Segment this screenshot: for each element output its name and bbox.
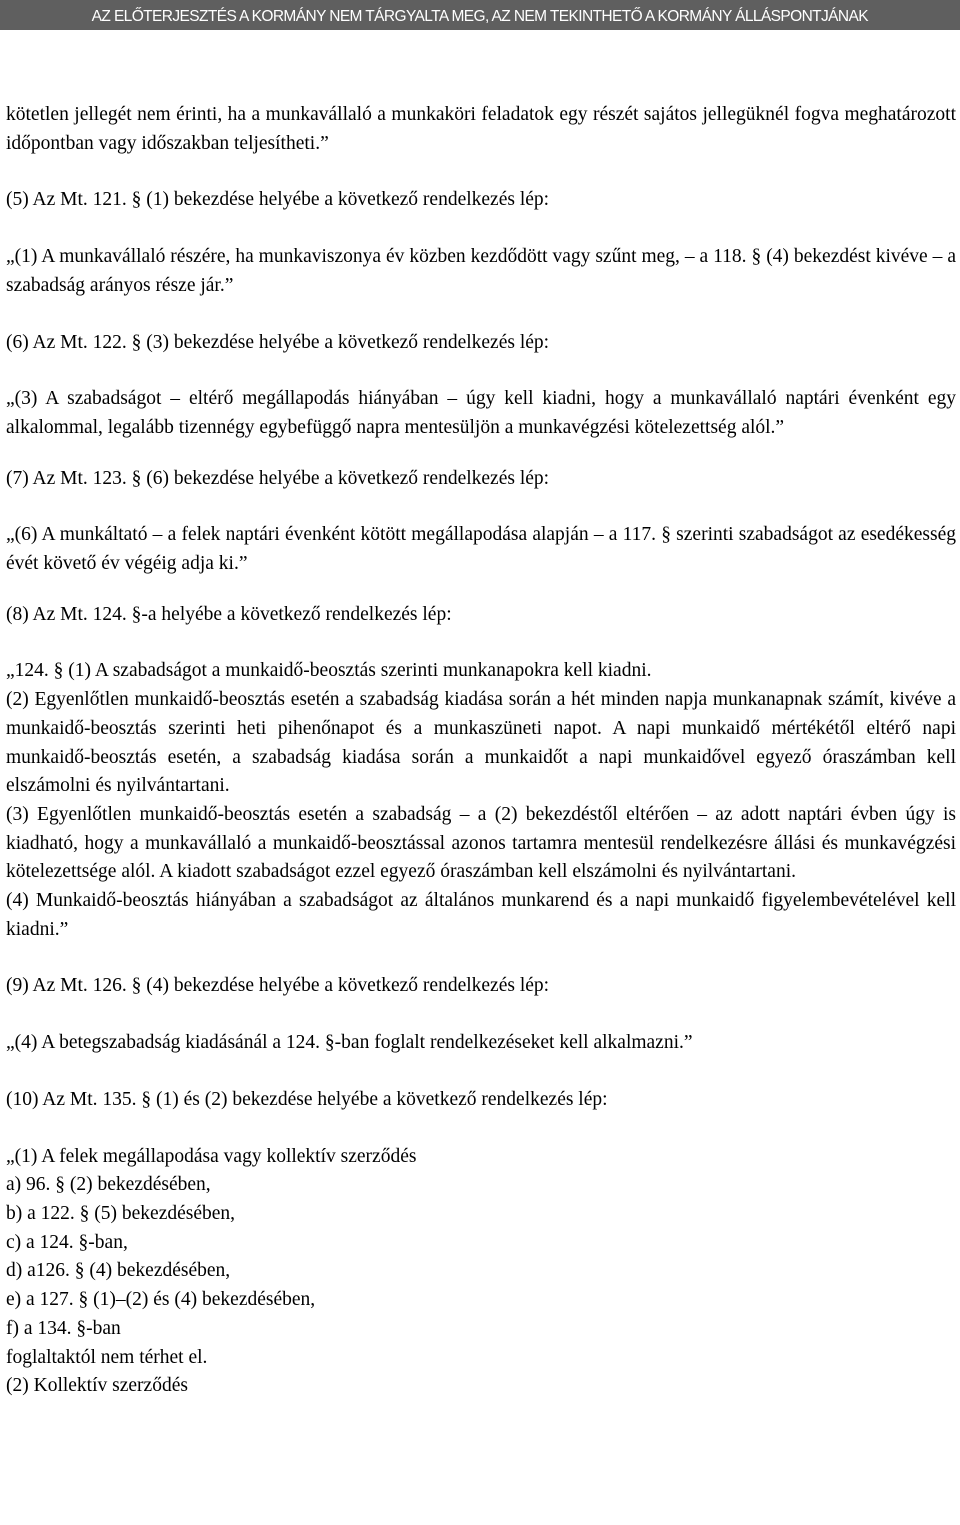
quoted-provision: (4) Munkaidő-beosztás hiányában a szabadságot az általános munkarend és a napi munkaidő figyelembevételével kell kiadni.” (6, 890, 956, 940)
quoted-provision: „(3) A szabadságot – eltérő megállapodás hiányában – úgy kell kiadni, hogy a munkavállaló naptári évenként egy alkalommal, legalább tizennégy egybefüggő napra mentesüljön a munkavégzési kötelezettség alól.” (6, 388, 956, 438)
quoted-provision: (2) Egyenlőtlen munkaidő-beosztás esetén a szabadság kiadása során a hét minden napja munkanapnak számít, kivéve a munkaidő-beosztás szerinti heti pihenőnapot és a munkaszüneti napot. A napi munkaidő mértékétől eltérő napi munkaidő-beosztás esetén, a szabadság kiadása során a munkaidőt a napi munkaidővel egyező óraszámban kell elszámolni és nyilvántartani. (6, 689, 956, 797)
list-item: b) a 122. § (5) bekezdésében, (6, 1202, 236, 1224)
amendment-heading: (9) Az Mt. 126. § (4) bekezdése helyébe a következő rendelkezés lép: (6, 975, 550, 997)
amendment-heading: (7) Az Mt. 123. § (6) bekezdése helyébe a következő rendelkezés lép: (6, 467, 550, 489)
list-item: a) 96. § (2) bekezdésében, (6, 1174, 211, 1196)
list-item: e) a 127. § (1)–(2) és (4) bekezdésében, (6, 1289, 316, 1311)
header-title: AZ ELŐTERJESZTÉS A KORMÁNY NEM TÁRGYALTA MEG, AZ NEM TEKINTHETŐ A KORMÁNY ÁLLÁSPONTJÁNAK (91, 8, 868, 25)
amendment-heading: (5) Az Mt. 121. § (1) bekezdése helyébe a következő rendelkezés lép: (6, 189, 550, 211)
amendment-heading: (8) Az Mt. 124. §-a helyébe a következő rendelkezés lép: (6, 603, 452, 625)
paragraph: (2) Kollektív szerződés (6, 1375, 188, 1397)
amendment-heading: (6) Az Mt. 122. § (3) bekezdése helyébe a következő rendelkezés lép: (6, 331, 550, 353)
quoted-provision: (3) Egyenlőtlen munkaidő-beosztás esetén a szabadság – a (2) bekezdéstől eltérően – az adott naptári évben úgy is kiadható, hogy a munkavállaló a munkaidő-beosztással azonos tartamra mentesül rendelkezésre állási és munkavégzési kötelezettsége alól. A kiadott szabadságot ezzel egyező óraszámban kell elszámolni és nyilvántartani. (6, 803, 956, 883)
enumerated-list (6, 1143, 956, 1401)
list-item: d) a126. § (4) bekezdésében, (6, 1260, 231, 1282)
header-banner (0, 0, 960, 30)
list-item: c) a 124. §-ban, (6, 1231, 128, 1253)
quoted-provision: „(1) A munkavállaló részére, ha munkaviszonya év közben kezdődött vagy szűnt meg, – a 118. § (4) bekezdést kivéve – a szabadság arányos része jár.” (6, 246, 956, 296)
amendment-heading: (10) Az Mt. 135. § (1) és (2) bekezdése helyébe a következő rendelkezés lép: (6, 1088, 608, 1110)
list-outro: foglaltaktól nem térhet el. (6, 1346, 208, 1368)
list-intro: „(1) A felek megállapodása vagy kollektív szerződés (6, 1145, 417, 1167)
quoted-provision: „(4) A betegszabadság kiadásánál a 124. §-ban foglalt rendelkezéseket kell alkalmazni.” (6, 1032, 693, 1054)
paragraph: kötetlen jellegét nem érinti, ha a munkavállaló a munkaköri feladatok egy részét sajátos jellegüknél fogva meghatározott időpontban vagy időszakban teljesítheti.” (6, 104, 956, 154)
quoted-provision: „(6) A munkáltató – a felek naptári évenként kötött megállapodása alapján – a 117. § szerinti szabadságot az esedékesség évét követő év végéig adja ki.” (6, 524, 956, 575)
quoted-provision: „124. § (1) A szabadságot a munkaidő-beosztás szerinti munkanapokra kell kiadni. (6, 660, 652, 682)
list-item: f) a 134. §-ban (6, 1317, 121, 1339)
document-body (6, 101, 956, 1401)
